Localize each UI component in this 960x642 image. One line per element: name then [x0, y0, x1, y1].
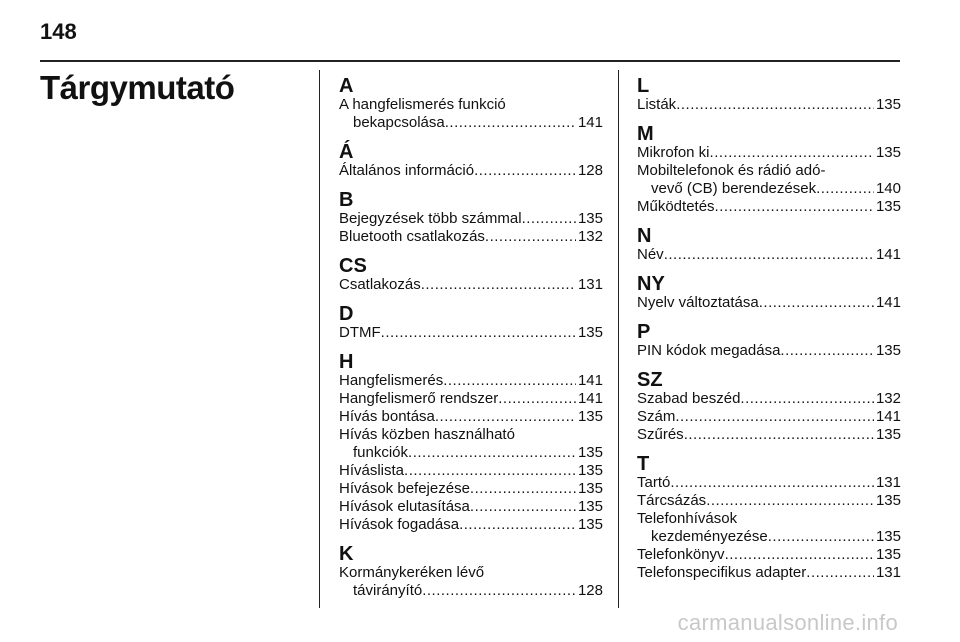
leader-dots [806, 564, 874, 582]
entry-page-number: 135 [875, 426, 901, 443]
entry-label: DTMF [339, 324, 381, 341]
entry-page-number: 131 [875, 474, 901, 491]
leader-dots [443, 372, 576, 390]
leader-dots [768, 528, 874, 546]
entry-label: funkciók [353, 444, 409, 461]
entry-page-number: 141 [577, 372, 603, 389]
leader-dots [422, 582, 576, 600]
index-entry [637, 546, 901, 564]
leader-dots [759, 294, 874, 312]
entry-label: Hívások fogadása [339, 516, 460, 533]
section-letter: Á [339, 141, 354, 163]
entry-label: bekapcsolása [353, 114, 445, 131]
index-title: Tárgymutató [40, 69, 235, 106]
entry-label: Hívás bontása [339, 408, 435, 425]
index-entry [637, 390, 901, 408]
entry-label: Telefonhívások [637, 510, 738, 527]
leader-dots [675, 408, 874, 426]
index-entry [339, 276, 603, 294]
section-letter: L [637, 75, 650, 97]
index-entry [339, 390, 603, 408]
leader-dots [780, 342, 874, 360]
entry-page-number: 135 [577, 516, 603, 533]
entry-label: Kormánykeréken lévő [339, 564, 485, 581]
entry-page-number: 132 [577, 228, 603, 245]
leader-dots [740, 390, 874, 408]
entry-page-number: 135 [577, 480, 603, 497]
entry-page-number: 128 [577, 162, 603, 179]
section-letter: CS [339, 255, 367, 277]
leader-dots [445, 114, 576, 132]
entry-page-number: 128 [577, 582, 603, 599]
leader-dots [470, 498, 576, 516]
entry-label: Nyelv változtatása [637, 294, 759, 311]
index-entry [339, 564, 603, 600]
index-entry [637, 510, 901, 546]
entry-page-number: 135 [875, 492, 901, 509]
index-section [339, 256, 603, 294]
entry-label: Bluetooth csatlakozás [339, 228, 485, 245]
entry-page-number: 135 [875, 198, 901, 215]
leader-dots [664, 246, 874, 264]
entry-page-number: 135 [875, 96, 901, 113]
index-entry [339, 228, 603, 246]
entry-page-number: 141 [875, 294, 901, 311]
index-entry [339, 516, 603, 534]
leader-dots [408, 444, 576, 462]
leader-dots [684, 426, 874, 444]
entry-label: Működtetés [637, 198, 715, 215]
index-entry [637, 342, 901, 360]
entry-label: vevő (CB) berendezések [651, 180, 817, 197]
leader-dots [498, 390, 576, 408]
index-entry [637, 492, 901, 510]
leader-dots [381, 324, 576, 342]
index-section [339, 76, 603, 132]
leader-dots [459, 516, 576, 534]
leader-dots [421, 276, 576, 294]
entry-page-number: 141 [875, 246, 901, 263]
leader-dots [715, 198, 874, 216]
leader-dots [485, 228, 576, 246]
entry-label: Hangfelismerő rendszer [339, 390, 499, 407]
leader-dots [676, 96, 874, 114]
index-section [637, 370, 901, 444]
index-entry [339, 210, 603, 228]
index-entry [637, 162, 901, 198]
entry-page-number: 132 [875, 390, 901, 407]
page-number: 148 [40, 19, 77, 44]
index-section [637, 76, 901, 114]
leader-dots [706, 492, 874, 510]
index-section [637, 124, 901, 216]
entry-label: Szám [637, 408, 676, 425]
entry-label: Telefonkönyv [637, 546, 725, 563]
index-section [339, 190, 603, 246]
entry-label: Tartó [637, 474, 671, 491]
index-section [637, 322, 901, 360]
index-section [339, 304, 603, 342]
entry-label: Általános információ [339, 162, 475, 179]
index-entry [339, 162, 603, 180]
index-section [339, 142, 603, 180]
index-entry [637, 408, 901, 426]
leader-dots [470, 480, 576, 498]
entry-label: Mikrofon ki [637, 144, 710, 161]
entry-page-number: 135 [577, 462, 603, 479]
index-entry [339, 96, 603, 132]
index-entry [637, 474, 901, 492]
entry-label: Hívások befejezése [339, 480, 470, 497]
section-letter: NY [637, 273, 665, 295]
entry-label: Hívások elutasítása [339, 498, 470, 515]
entry-label: Hívás közben használható [339, 426, 515, 443]
index-entry [637, 564, 901, 582]
entry-label: Hangfelismerés [339, 372, 444, 389]
column-divider-left [319, 70, 320, 608]
entry-page-number: 135 [875, 342, 901, 359]
entry-page-number: 135 [577, 444, 603, 461]
entry-page-number: 135 [875, 144, 901, 161]
leader-dots [670, 474, 874, 492]
entry-label: Mobiltelefonok és rádió adó- [637, 162, 826, 179]
index-entry [637, 246, 901, 264]
leader-dots [522, 210, 576, 228]
entry-page-number: 141 [577, 114, 603, 131]
section-letter: D [339, 303, 354, 325]
index-entry [339, 480, 603, 498]
leader-dots [435, 408, 576, 426]
entry-label: Tárcsázás [637, 492, 707, 509]
index-entry [339, 462, 603, 480]
index-entry [339, 324, 603, 342]
entry-page-number: 131 [577, 276, 603, 293]
index-column-2 [637, 76, 901, 582]
header-rule [40, 60, 900, 62]
index-entry [637, 96, 901, 114]
entry-label: Telefonspecifikus adapter [637, 564, 807, 581]
entry-label: A hangfelismerés funkció [339, 96, 506, 113]
section-letter: B [339, 189, 354, 211]
entry-label: Szűrés [637, 426, 684, 443]
index-entry [339, 498, 603, 516]
index-column-1 [339, 76, 603, 600]
index-section [637, 226, 901, 264]
entry-label: PIN kódok megadása [637, 342, 781, 359]
entry-label: Listák [637, 96, 677, 113]
index-section [637, 274, 901, 312]
entry-page-number: 135 [875, 528, 901, 545]
entry-label: Híváslista [339, 462, 405, 479]
entry-page-number: 135 [577, 408, 603, 425]
entry-page-number: 135 [875, 546, 901, 563]
entry-page-number: 140 [875, 180, 901, 197]
entry-page-number: 135 [577, 498, 603, 515]
watermark: carmanualsonline.info [677, 610, 898, 635]
index-entry [339, 408, 603, 426]
entry-page-number: 141 [875, 408, 901, 425]
index-entry [339, 426, 603, 462]
entry-page-number: 141 [577, 390, 603, 407]
section-letter: H [339, 351, 354, 373]
section-letter: SZ [637, 369, 663, 391]
entry-page-number: 131 [875, 564, 901, 581]
entry-label: Szabad beszéd [637, 390, 741, 407]
entry-label: távirányító [353, 582, 423, 599]
leader-dots [710, 144, 874, 162]
section-letter: N [637, 225, 652, 247]
leader-dots [404, 462, 576, 480]
entry-label: Bejegyzések több számmal [339, 210, 522, 227]
entry-label: Csatlakozás [339, 276, 421, 293]
section-letter: T [637, 453, 650, 475]
section-letter: K [339, 543, 354, 565]
section-letter: A [339, 75, 354, 97]
leader-dots [725, 546, 874, 564]
index-entry [637, 144, 901, 162]
entry-label: kezdeményezése [651, 528, 768, 545]
section-letter: P [637, 321, 651, 343]
leader-dots [816, 180, 874, 198]
index-section [637, 454, 901, 582]
entry-page-number: 135 [577, 324, 603, 341]
index-entry [637, 426, 901, 444]
entry-page-number: 135 [577, 210, 603, 227]
index-entry [637, 198, 901, 216]
index-entry [339, 372, 603, 390]
index-entry [637, 294, 901, 312]
column-divider-right [618, 70, 619, 608]
entry-label: Név [637, 246, 664, 263]
leader-dots [474, 162, 576, 180]
index-section [339, 352, 603, 534]
section-letter: M [637, 123, 654, 145]
index-section [339, 544, 603, 600]
